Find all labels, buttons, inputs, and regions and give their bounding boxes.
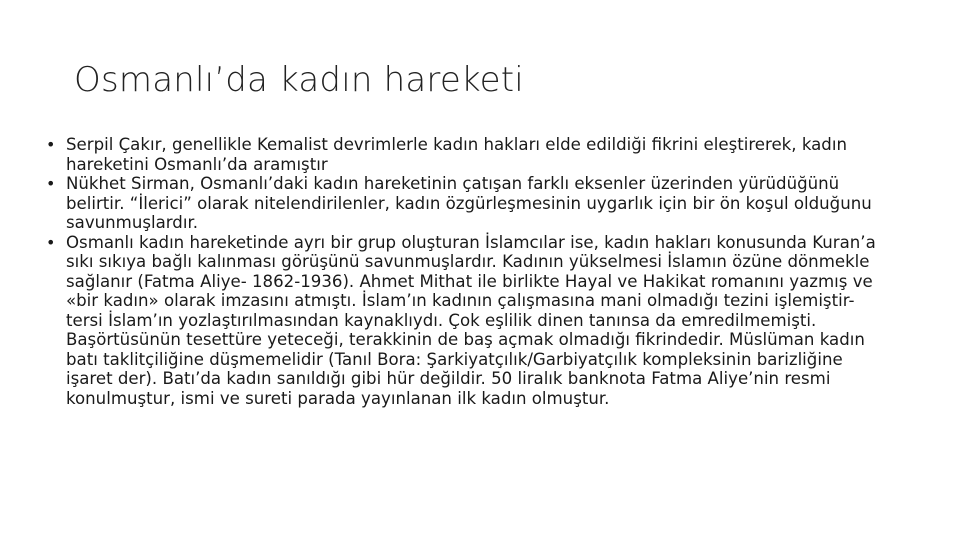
bullet-dot-icon: • [46, 174, 56, 193]
bullet-item-3 [46, 233, 892, 409]
bullet-item-2 [46, 174, 892, 233]
bullet-text-2: Nükhet Sirman, Osmanlı’daki kadın hareketinin çatışan farklı eksenler üzerinden yürüdüğünü belirtir. “İlerici” olarak nitelendirilenler, kadın özgürleşmesinin uygarlık için bir ön koşul olduğunu savunmuşlardır. [66, 174, 872, 232]
bullet-dot-icon: • [46, 135, 56, 154]
bullet-dot-icon: • [46, 232, 56, 252]
bullet-text-1: Serpil Çakır, genellikle Kemalist devrimlerle kadın hakları elde edildiği fikrini eleştirerek, kadın hareketini Osmanlı’da aramıştır [66, 135, 847, 174]
slide-title: Osmanlı’da kadın hareketi [74, 60, 524, 100]
bullet-list [46, 135, 892, 408]
bullet-text-3: Osmanlı kadın hareketinde ayrı bir grup oluşturan İslamcılar ise, kadın hakları konusunda Kuran’a sıkı sıkıya bağlı kalınması görüşünü savunmuşlardır. Kadının yükselmesi İslamın özüne dönmekle sağlanır (Fatma Aliye- 1862-1936). Ahmet Mithat ile birlikte Hayal ve Hakikat romanını yazmış ve «bir kadın» olarak imzasını atmıştı. İslam’ın kadının çalışmasına mani olmadığı tezini işlemiştir- tersi İslam’ın yozlaştırılmasından kaynaklıydı. Çok eşlilik dinen tanınsa da emredilmemişti. Başörtüsünün tesettüre yeteceği, terakkinin de baş açmak olmadığı fikrindedir. Müslüman kadın batı taklitçiliğine düşmemelidir (Tanıl Bora: Şarkiyatçılık/Garbiyatçılık kompleksinin barizliğine işaret der). Batı’da kadın sanıldığı gibi hür değildir. 50 liralık banknota Fatma Aliye’nin resmi konulmuştur, ismi ve sureti parada yayınlanan ilk kadın olmuştur. [66, 232, 876, 408]
bullet-item-1 [46, 135, 892, 174]
